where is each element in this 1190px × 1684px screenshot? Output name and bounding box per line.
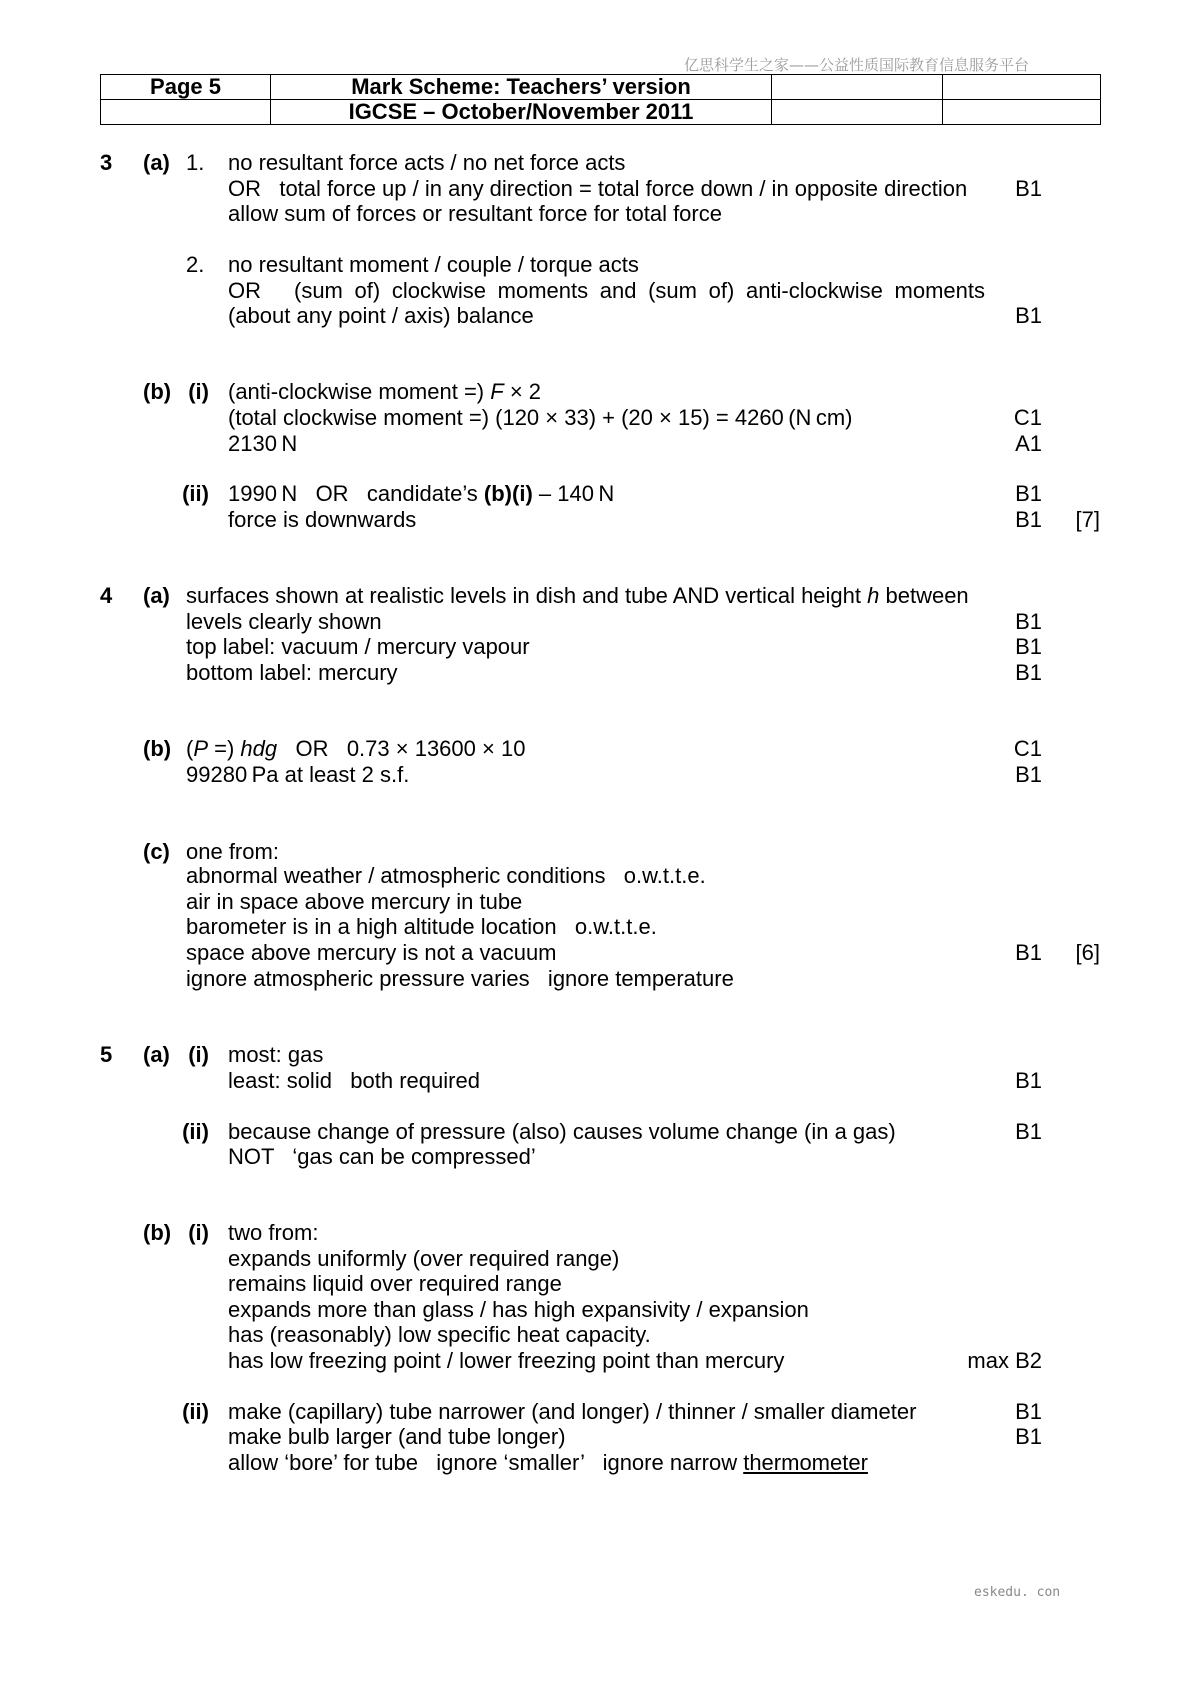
- answer-line: [228, 1451, 868, 1475]
- answer-line: (sum of) clockwise moments and (sum of) anti-clockwise moments: [294, 278, 985, 303]
- mark: B1: [1015, 1424, 1042, 1449]
- subpart-label: (ii): [182, 1119, 209, 1144]
- answer-line: abnormal weather / atmospheric conditions o.w.t.t.e.: [186, 863, 706, 888]
- answer-line: air in space above mercury in tube: [186, 889, 523, 914]
- subpart-label: (i): [188, 379, 209, 404]
- mark: B1: [1015, 1068, 1042, 1093]
- answer-line: [186, 584, 969, 608]
- page-number: Page 5: [101, 75, 271, 100]
- answer-line: NOT ‘gas can be compressed’: [228, 1144, 536, 1169]
- mark: C1: [1013, 736, 1042, 761]
- answer-line: because change of pressure (also) causes volume change (in a gas): [228, 1119, 896, 1144]
- subpart-label: (i): [188, 1220, 209, 1245]
- mark: C1: [1013, 405, 1042, 430]
- mark: max B2: [967, 1348, 1042, 1373]
- mark: B1: [1015, 1399, 1042, 1424]
- part-label: (a): [143, 150, 170, 175]
- mark: B1: [1015, 660, 1042, 685]
- answer-line: expands more than glass / has high expansivity / expansion: [228, 1297, 809, 1322]
- text-segment: allow ‘bore’ for tube ignore ‘smaller’ ignore narrow: [228, 1450, 744, 1475]
- text-segment: (: [186, 736, 194, 761]
- document-title: Mark Scheme: Teachers’ version: [271, 75, 772, 100]
- question-number: 5: [100, 1042, 113, 1067]
- answer-line: 2130 N: [228, 431, 298, 456]
- watermark-text: 亿思科学生之家——公益性质国际教育信息服务平台: [684, 56, 1030, 74]
- answer-line: [228, 380, 541, 404]
- variable: hdg: [240, 736, 278, 761]
- answer-line: least: solid both required: [228, 1068, 480, 1093]
- answer-line: OR total force up / in any direction = total force down / in opposite direction: [228, 176, 968, 201]
- text-segment: surfaces shown at realistic levels in dish and tube AND vertical height: [186, 583, 868, 608]
- mark: B1: [1015, 481, 1042, 506]
- header-empty-cell: [772, 75, 943, 100]
- text-segment: 1990 N OR candidate’s: [228, 481, 484, 506]
- answer-line: [228, 482, 614, 506]
- variable: F: [490, 379, 504, 404]
- answer-line: remains liquid over required range: [228, 1271, 562, 1296]
- text-segment: (anti-clockwise moment =): [228, 379, 491, 404]
- part-label: (a): [143, 1042, 170, 1067]
- text-segment: =): [208, 736, 241, 761]
- text-segment: between: [879, 583, 969, 608]
- answer-line: has low freezing point / lower freezing point than mercury: [228, 1348, 785, 1373]
- text-segment: × 2: [503, 379, 542, 404]
- subpart-label: (ii): [182, 1399, 209, 1424]
- answer-line: top label: vacuum / mercury vapour: [186, 634, 530, 659]
- part-label: (b): [143, 1220, 172, 1245]
- answer-line: ignore atmospheric pressure varies ignore temperature: [186, 966, 734, 991]
- mark: B1: [1015, 609, 1042, 634]
- part-label: (a): [143, 583, 170, 608]
- part-label: (c): [143, 839, 170, 864]
- mark: B1: [1015, 1119, 1042, 1144]
- reference: (b)(i): [483, 481, 533, 506]
- footer-site: eskedu. con: [974, 1585, 1061, 1600]
- answer-line: expands uniformly (over required range): [228, 1246, 620, 1271]
- answer-line: 99280 Pa at least 2 s.f.: [186, 762, 410, 787]
- answer-line: allow sum of forces or resultant force for total force: [228, 201, 722, 226]
- answer-line: levels clearly shown: [186, 609, 382, 634]
- point-number: 2.: [186, 252, 205, 277]
- mark: B1: [1015, 303, 1042, 328]
- answer-line: force is downwards: [228, 507, 417, 532]
- subpart-label: (ii): [182, 481, 209, 506]
- answer-line: space above mercury is not a vacuum: [186, 940, 557, 965]
- mark: B1: [1015, 176, 1042, 201]
- answer-line: one from:: [186, 839, 279, 864]
- mark: B1: [1015, 762, 1042, 787]
- answer-line: most: gas: [228, 1042, 324, 1067]
- point-number: 1.: [186, 150, 205, 175]
- header-empty-cell: [943, 75, 1101, 100]
- answer-line: [186, 737, 525, 761]
- answer-line: no resultant moment / couple / torque acts: [228, 252, 639, 277]
- variable: h: [867, 583, 880, 608]
- text-segment: – 140 N: [532, 481, 615, 506]
- answer-line: no resultant force acts / no net force acts: [228, 150, 626, 175]
- header-empty-cell: [943, 100, 1101, 125]
- header-empty-cell: [772, 100, 943, 125]
- header-empty-cell: [101, 100, 271, 125]
- answer-line: make (capillary) tube narrower (and longer) / thinner / smaller diameter: [228, 1399, 917, 1424]
- part-label: (b): [143, 379, 172, 404]
- question-number: 4: [100, 583, 113, 608]
- answer-line: bottom label: mercury: [186, 660, 398, 685]
- answer-line-lead: OR: [228, 278, 261, 303]
- question-number: 3: [100, 150, 113, 175]
- mark: B1: [1015, 940, 1042, 965]
- answer-line: make bulb larger (and tube longer): [228, 1424, 566, 1449]
- part-label: (b): [143, 736, 172, 761]
- answer-line: (total clockwise moment =) (120 × 33) + (20 × 15) = 4260 (N cm): [228, 405, 853, 430]
- syllabus-title: IGCSE – October/November 2011: [271, 100, 772, 125]
- question-total: [7]: [1075, 507, 1100, 532]
- variable: P: [193, 736, 209, 761]
- mark: A1: [1015, 431, 1042, 456]
- header-table: [100, 74, 1101, 125]
- mark: B1: [1015, 507, 1042, 532]
- underlined-word: thermometer: [743, 1450, 868, 1475]
- answer-line: has (reasonably) low specific heat capacity.: [228, 1322, 651, 1347]
- answer-line: (about any point / axis) balance: [228, 303, 534, 328]
- text-segment: OR 0.73 × 13600 × 10: [277, 736, 526, 761]
- question-total: [6]: [1075, 940, 1100, 965]
- subpart-label: (i): [188, 1042, 209, 1067]
- mark: B1: [1015, 634, 1042, 659]
- answer-line: two from:: [228, 1220, 319, 1245]
- answer-line: barometer is in a high altitude location o.w.t.t.e.: [186, 914, 657, 939]
